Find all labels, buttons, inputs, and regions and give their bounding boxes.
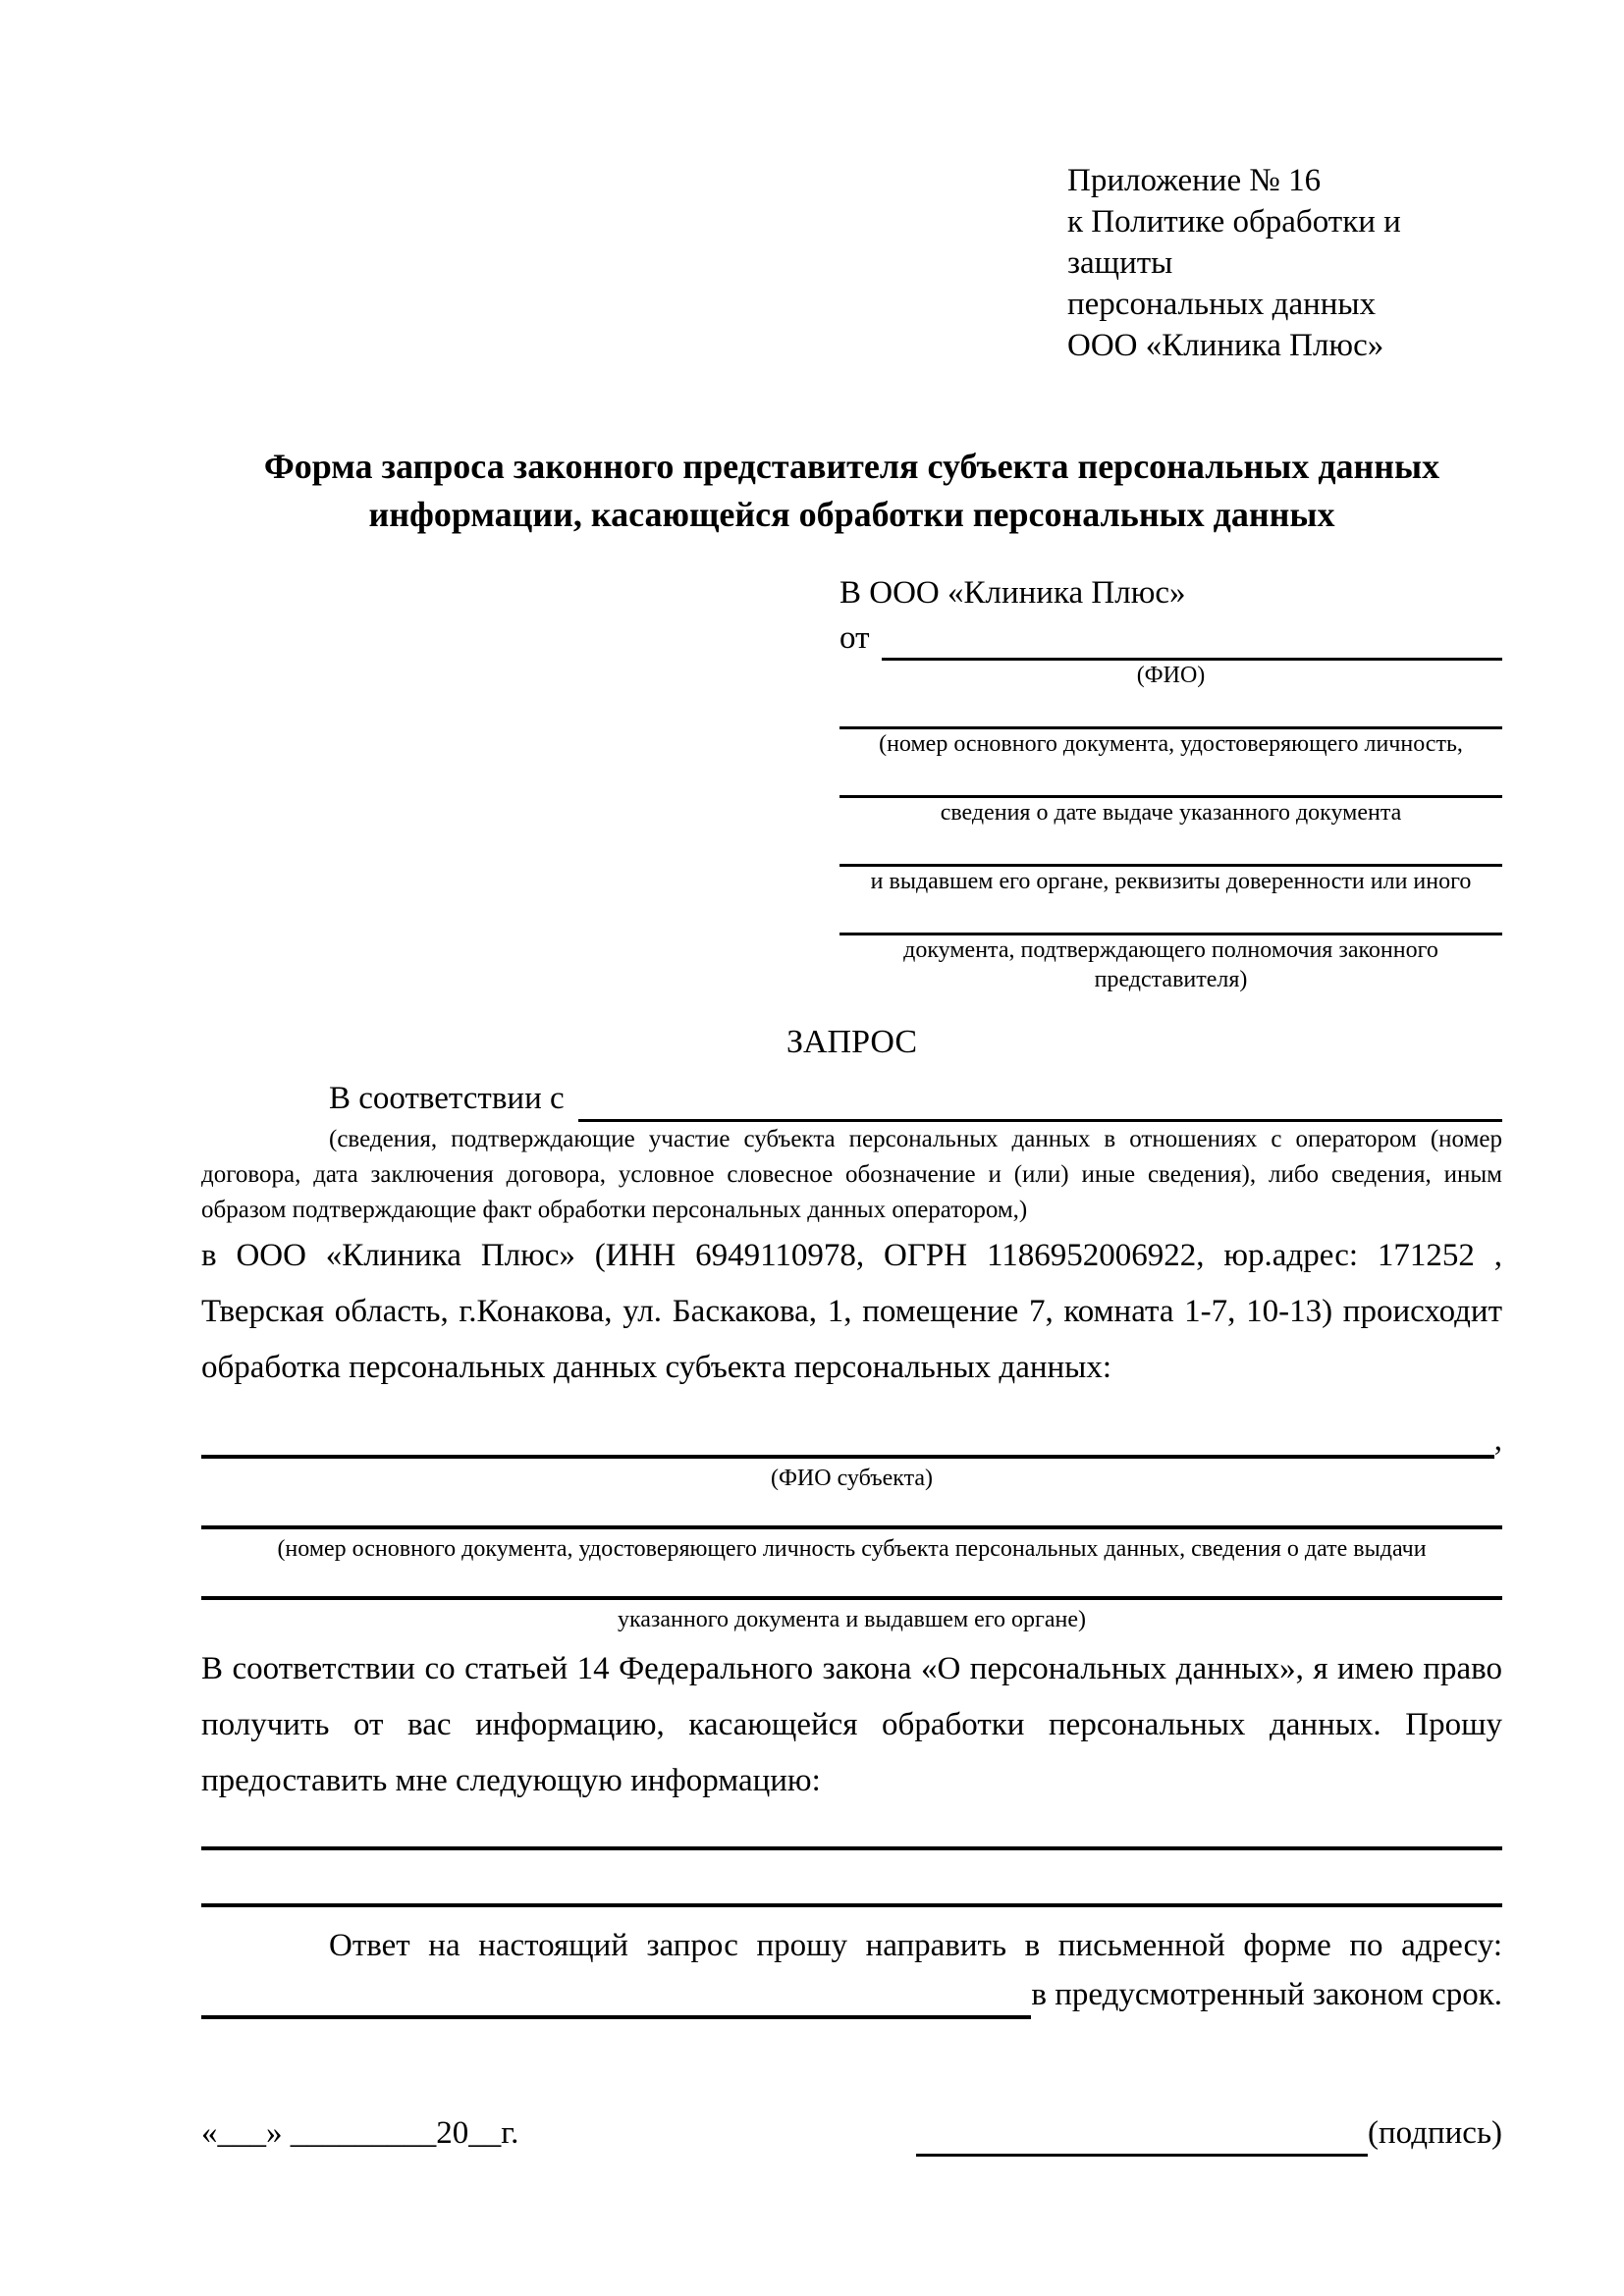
subject-fio-caption: (ФИО субъекта) <box>770 1466 934 1491</box>
issue-date-caption: сведения о дате выдаче указанного документа <box>940 800 1402 826</box>
issuing-authority-caption: и выдавшем его органе, реквизиты доверенности или иного <box>870 869 1472 894</box>
annex-line: Приложение № 16 <box>1067 163 1322 198</box>
requested-info-blank-field-2 <box>201 1903 1502 1907</box>
subject-document-authority-blank-field <box>201 1596 1502 1600</box>
signature-caption: (подпись) <box>1368 2115 1502 2151</box>
law-paragraph: В соответствии со статьей 14 Федерального закона «О персональных данных», я имею право получить от вас информацию, касающейся обработки персональных данных. Прошу предоставить мне следующую информацию: <box>201 1651 1502 1798</box>
reply-tail-text: в предусмотренный законом срок. <box>1031 1977 1502 2012</box>
subject-fio-row <box>201 1415 1502 1459</box>
from-fio-blank-field <box>882 620 1503 661</box>
operator-paragraph: в ООО «Клиника Плюс» (ИНН 6949110978, ОГРН 1186952006922, юр.адрес: 171252 , Тверская область, г.Конакова, ул. Баскакова, 1, помещение 7, комната 1-7, 10-13) происходит обработка персональных данных субъекта персональных данных: <box>201 1238 1502 1385</box>
subject-fio-comma: , <box>1493 1422 1502 1458</box>
from-label: от <box>839 620 870 656</box>
date-field: «___» _________20__г. <box>201 2115 519 2151</box>
reply-address-row <box>201 1970 1502 2019</box>
annex-line: к Политике обработки и защиты <box>1067 204 1401 281</box>
signature-blank-field <box>916 2116 1368 2157</box>
subject-document-caption: (номер основного документа, удостоверяющего личность субъекта персональных данных, сведения о дате выдачи <box>277 1536 1427 1562</box>
accordance-note: (сведения, подтверждающие участие субъекта персональных данных в отношениях с оператором (номер договора, дата заключения договора, условное словесное обозначение и (или) иные сведения), либо сведения, иным образом подтверждающие факт обработки персональных данных оператором,) <box>201 1126 1502 1223</box>
annex-line: персональных данных <box>1067 287 1377 322</box>
reply-address-blank-field <box>201 1976 1031 2019</box>
accordance-label: В соответствии с <box>329 1081 565 1116</box>
fio-caption: (ФИО) <box>1136 663 1206 688</box>
subject-document-blank-field <box>201 1525 1502 1529</box>
signature-row <box>201 2109 1502 2157</box>
recipient-block <box>839 570 1502 994</box>
reply-paragraph: Ответ на настоящий запрос прошу направить в письменной форме по адресу: <box>329 1928 1502 1963</box>
document-title <box>201 443 1502 539</box>
requested-info-blank-field-1 <box>201 1846 1502 1850</box>
annex-block <box>1067 160 1502 366</box>
document-content <box>201 0 1502 2157</box>
from-row <box>839 615 1502 661</box>
subject-fio-blank-field <box>201 1415 1494 1459</box>
annex-line: ООО «Клиника Плюс» <box>1067 328 1384 363</box>
document-title-line2: информации, касающейся обработки персональных данных <box>368 495 1335 534</box>
recipient-organization: В ООО «Клиника Плюс» <box>839 575 1186 611</box>
authority-document-caption: документа, подтверждающего полномочия законного представителя) <box>903 937 1438 992</box>
document-title-line1: Форма запроса законного представителя субъекта персональных данных <box>263 447 1440 486</box>
accordance-row <box>201 1075 1502 1122</box>
accordance-blank-field <box>578 1082 1502 1122</box>
document-number-caption: (номер основного документа, удостоверяющего личность, <box>879 731 1463 757</box>
signature-group <box>916 2109 1502 2157</box>
request-heading: ЗАПРОС <box>785 1024 918 1060</box>
subject-document-authority-caption: указанного документа и выдавшем его органе) <box>617 1607 1087 1632</box>
